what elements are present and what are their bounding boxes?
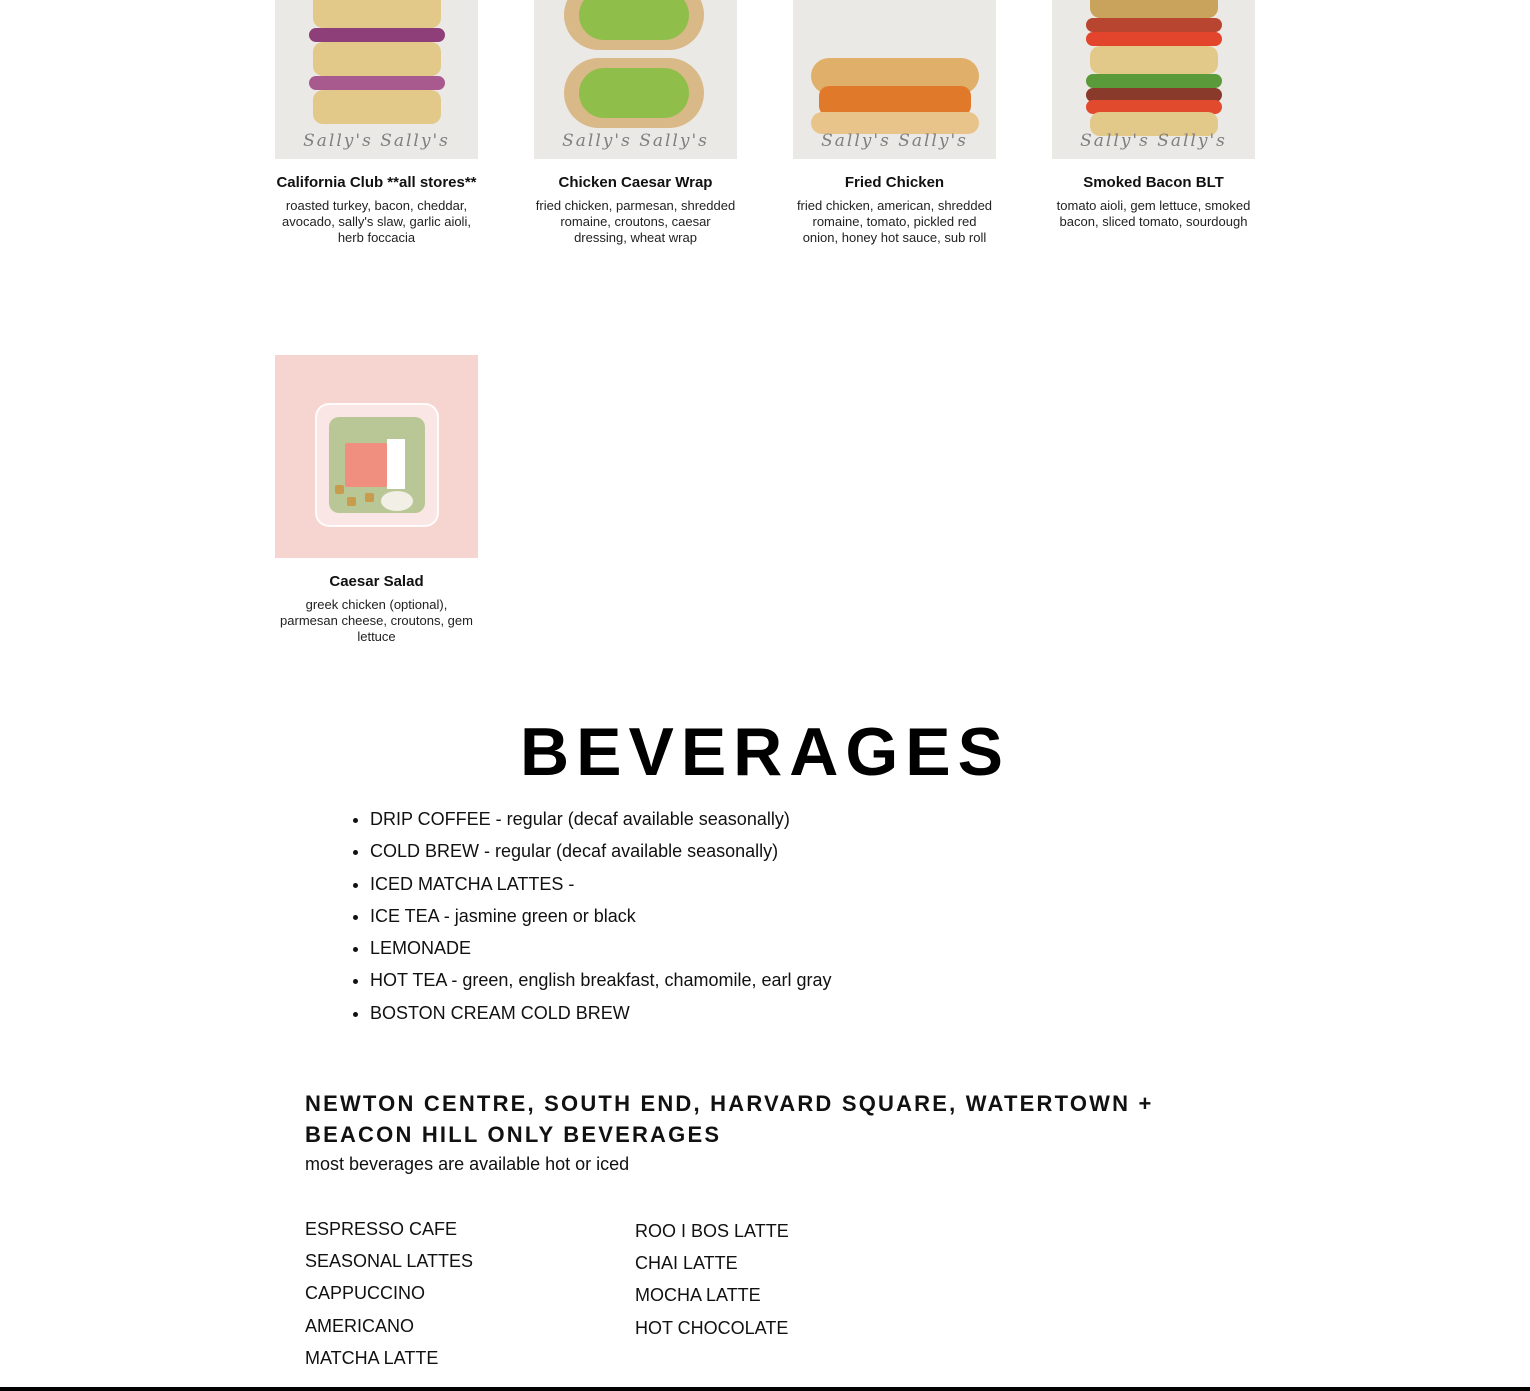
espresso-list-right (635, 1215, 789, 1344)
locations-subtitle: most beverages are available hot or iced (305, 1154, 630, 1174)
fried-chicken-photo (793, 0, 996, 159)
list-item: • DRIP COFFEE - regular (decaf available seasonally) (370, 803, 832, 835)
wrap-photo (534, 0, 737, 159)
menu-card-fried-chicken[interactable] (793, 0, 996, 246)
list-item: ESPRESSO CAFE (305, 1219, 458, 1239)
list-item: • COLD BREW - regular (decaf available seasonally) (370, 835, 832, 867)
locations-heading: NEWTON CENTRE, SOUTH END, HARVARD SQUARE, WATERTOWN + BEACON HILL ONLY BEVERAGES (305, 1091, 1154, 1147)
list-item: SEASONAL LATTES (305, 1251, 474, 1272)
menu-card-california-club[interactable] (275, 0, 478, 246)
list-item: • ICED MATCHA LATTES - (370, 868, 832, 900)
list-item: CAPPUCCINO (305, 1283, 426, 1304)
blt-photo (1052, 0, 1255, 159)
list-item: HOT CHOCOLATE (635, 1317, 789, 1338)
photo-watermark: Sally's Sally's (562, 131, 709, 151)
salad-photo (275, 355, 478, 558)
menu-item-title: Chicken Caesar Wrap (558, 174, 713, 191)
list-item: CHAI LATTE (635, 1253, 738, 1274)
list-item: MOCHA LATTE (635, 1285, 761, 1306)
menu-item-title: Fried Chicken (844, 174, 945, 191)
menu-item-title: Caesar Salad (329, 573, 424, 590)
menu-card-chicken-caesar-wrap[interactable] (534, 0, 737, 246)
footer-divider (0, 1387, 1530, 1391)
menu-item-title: California Club **all stores** (276, 174, 477, 191)
menu-item-title: Smoked Bacon BLT (1083, 174, 1224, 191)
beverages-list (350, 803, 832, 1029)
list-item: • HOT TEA - green, english breakfast, chamomile, earl gray (370, 964, 832, 996)
photo-watermark: Sally's Sally's (821, 131, 968, 151)
menu-item-description: tomato aioli, gem lettuce, smoked bacon, sliced tomato, sourdough (1056, 198, 1251, 229)
list-item: • LEMONADE (370, 932, 832, 964)
espresso-list-left (305, 1213, 473, 1374)
photo-watermark: Sally's Sally's (303, 131, 450, 151)
menu-card-smoked-bacon-blt[interactable] (1052, 0, 1255, 230)
menu-item-description: fried chicken, american, shredded romaine, tomato, pickled red onion, honey hot sauce, sub roll (796, 198, 993, 245)
list-item: • BOSTON CREAM COLD BREW (370, 997, 832, 1029)
menu-item-description: roasted turkey, bacon, cheddar, avocado, sally's slaw, garlic aioli, herb foccacia (282, 198, 471, 245)
list-item: • ICE TEA - jasmine green or black (370, 900, 832, 932)
sandwich-photo (275, 0, 478, 159)
photo-watermark: Sally's Sally's (1080, 131, 1227, 151)
list-item: AMERICANO (305, 1315, 415, 1336)
menu-item-description: greek chicken (optional), parmesan cheese, croutons, gem lettuce (280, 597, 473, 644)
menu-item-description: fried chicken, parmesan, shredded romaine, croutons, caesar dressing, wheat wrap (535, 198, 736, 245)
list-item: MATCHA LATTE (305, 1347, 439, 1368)
list-item: ROO I BOS LATTE (635, 1221, 789, 1241)
menu-card-caesar-salad[interactable] (275, 355, 478, 645)
beverages-heading: BEVERAGES (520, 714, 1010, 790)
